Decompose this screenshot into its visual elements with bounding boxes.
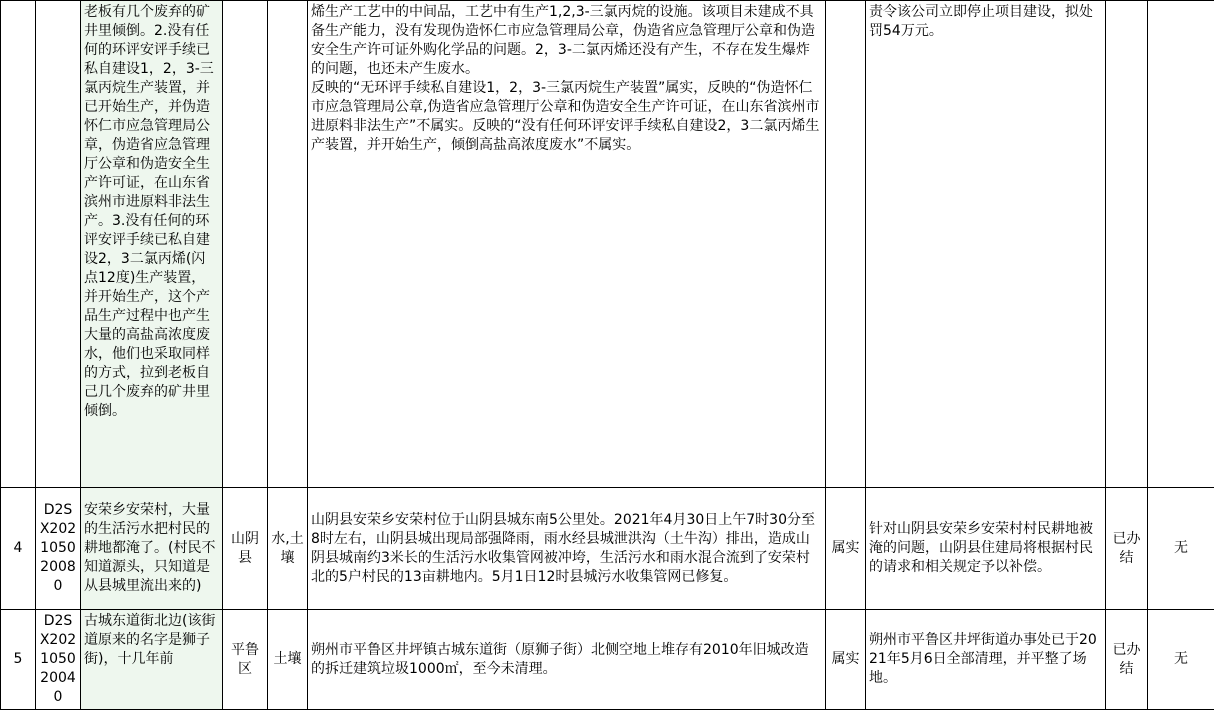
table-row — [1, 488, 1214, 610]
district: 平鲁区 — [223, 610, 268, 710]
row-number: 4 — [1, 488, 36, 610]
complaint-id: D2SX202105020040 — [36, 610, 81, 710]
complaint-id: D2SX202105020080 — [36, 488, 81, 610]
handling-result: 责令该公司立即停止项目建设，拟处罚54万元。 — [866, 1, 1106, 488]
handling-result: 针对山阴县安荣乡安荣村村民耕地被淹的问题，山阴县住建局将根据村民的请求和相关规定予以补偿。 — [866, 488, 1106, 610]
pollution-type — [268, 1, 308, 488]
pollution-type: 土壤 — [268, 610, 308, 710]
investigation-finding: 朔州市平鲁区井坪镇古城东道街（原狮子街）北侧空地上堆存有2010年旧城改造的拆迁建筑垃圾1000㎡，至今未清理。 — [308, 610, 826, 710]
pollution-type: 水,土壤 — [268, 488, 308, 610]
row-number — [1, 1, 36, 488]
investigation-finding: 山阴县安荣乡安荣村位于山阴县城东南5公里处。2021年4月30日上午7时30分至8时左右，山阴县城出现局部强降雨，雨水经县城泄洪沟（土牛沟）排出，造成山阴县城南约3米长的生活污水收集管网被冲垮，生活污水和雨水混合流到了安荣村北的5户村民的13亩耕地内。5月1日12时县城污水收集管网已修复。 — [308, 488, 826, 610]
verdict: 属实 — [826, 610, 866, 710]
verdict: 属实 — [826, 488, 866, 610]
row-number: 5 — [1, 610, 36, 710]
accountability — [1148, 1, 1214, 488]
verdict — [826, 1, 866, 488]
handling-result: 朔州市平鲁区井坪街道办事处已于2021年5月6日全部清理，并平整了场地。 — [866, 610, 1106, 710]
complaint-content: 老板有几个废弃的矿井里倾倒。2.没有任何的环评安评手续已私自建设1，2，3-三氯丙烷生产装置，并已开始生产，并伪造怀仁市应急管理局公章，伪造省应急管理厅公章和伪造安全生产许可证，在山东省滨州市进原料非法生产。3.没有任何的环评安评手续已私自建设2，3二氯丙烯(闪点12度)生产装置，并开始生产，这个产品生产过程中也产生大量的高盐高浓度废水，他们也采取同样的方式，拉到老板自己几个废弃的矿井里倾倒。 — [81, 1, 223, 488]
status: 已办结 — [1106, 610, 1148, 710]
status — [1106, 1, 1148, 488]
complaint-content: 古城东道街北边(该街道原来的名字是狮子街)，十几年前 — [81, 610, 223, 710]
status: 已办结 — [1106, 488, 1148, 610]
complaint-id — [36, 1, 81, 488]
complaint-content: 安荣乡安荣村，大量的生活污水把村民的耕地都淹了。(村民不知道源头，只知道是从县城里流出来的) — [81, 488, 223, 610]
accountability: 无 — [1148, 488, 1214, 610]
district: 山阴县 — [223, 488, 268, 610]
investigation-finding: 烯生产工艺中的中间品，工艺中有生产1,2,3-三氯丙烷的设施。该项目未建成不具备生产能力，没有发现伪造怀仁市应急管理局公章，伪造省应急管理厅公章和伪造安全生产许可证外购化学品的问题。2，3-二氯丙烯还没有产生，不存在发生爆炸的问题，也还未产生废水。 反映的“无环评手续私自建设1，2，3-三氯丙烷生产装置”属实，反映的“伪造怀仁市应急管理局公章,伪造省应急管理厅公章和伪造安全生产许可证，在山东省滨州市进原料非法生产”不属实。反映的“没有任何环评安评手续私自建设2，3二氯丙烯生产装置，并开始生产，倾倒高盐高浓度废水”不属实。 — [308, 1, 826, 488]
accountability: 无 — [1148, 610, 1214, 710]
district — [223, 1, 268, 488]
table-row — [1, 1, 1214, 488]
